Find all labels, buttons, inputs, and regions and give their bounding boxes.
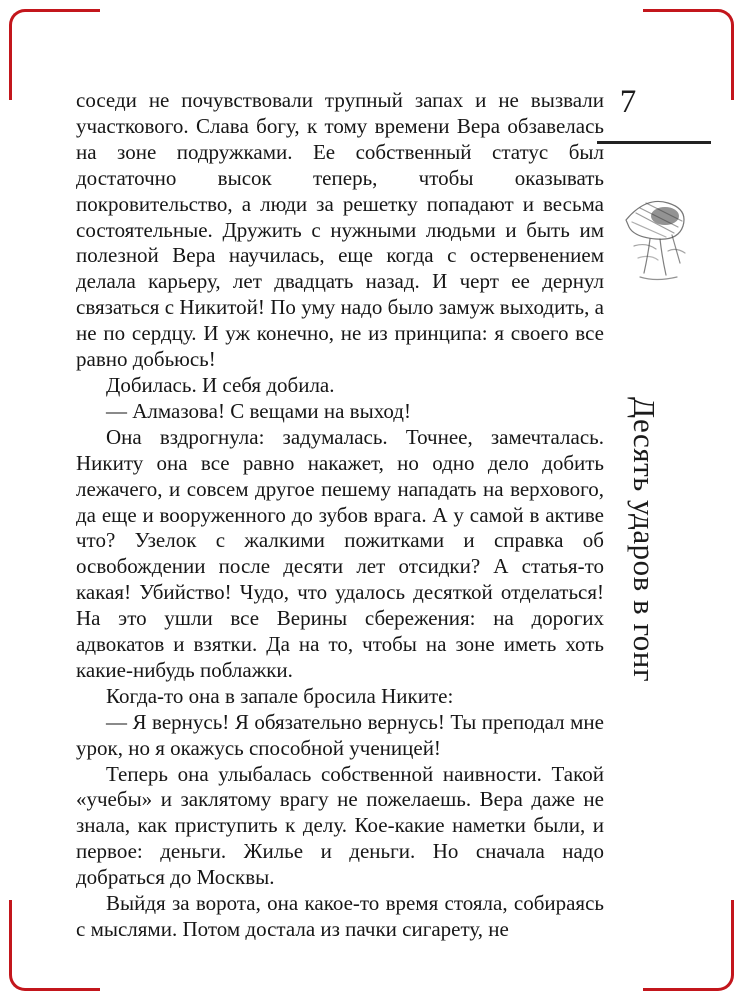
chapter-sketch-illustration: [616, 188, 694, 286]
page-number: 7: [619, 84, 637, 120]
paragraph: — Я вернусь! Я обязательно вернусь! Ты преподал мне урок, но я окажусь способной ученицей!: [76, 709, 604, 760]
frame-corner-top-left: [9, 9, 100, 100]
paragraph: Когда-то она в запале бросила Никите:: [106, 683, 454, 708]
paragraph: Она вздрогнула: задумалась. Точнее, замечталась. Никиту она все равно накажет, но одно дело добить лежачего, и совсем другое пешему нападать на верхового, да еще и вооруженного до зубов врага. А у самой в активе что? Узелок с жалкими пожитками и справка об освобождении после десяти лет отсидки? А статья-то какая! Убийство! Чудо, что удалось десяткой отделаться! На это ушли все Верины сбережения: на дорогих адвокатов и взятки. Да на то, чтобы на зоне иметь хоть какие-нибудь поблажки.: [76, 424, 604, 682]
paragraph: Добилась. И себя добила.: [106, 372, 335, 397]
frame-corner-bottom-right: [643, 900, 734, 991]
book-title-vertical: Десять ударов в гонг: [627, 397, 662, 683]
page-number-rule: [597, 141, 711, 144]
paragraph: Выйдя за ворота, она какое-то время стояла, собираясь с мыслями. Потом достала из пачки сигарету, не: [76, 891, 604, 941]
paragraph: Теперь она улыбалась собственной наивности. Такой «учебы» и заклятому врагу не пожелаешь. Вера даже не знала, как приступить к делу. Кое-какие наметки были, и первое: деньги. Жилье и деньги. Но сначала надо добраться до Москвы.: [76, 761, 604, 890]
paragraph: — Алмазова! С вещами на выход!: [106, 398, 411, 423]
paragraph: соседи не почувствовали трупный запах и не вызвали участкового. Слава богу, к тому времени Вера обзавелась на зоне подружками. Ее собственный статус был достаточно высок теперь, чтобы оказывать покровительство, а люди за решетку попадают и весьма состоятельные. Дружить с нужными людьми и быть им полезной Вера научилась, еще когда с остервенением делала карьеру, лет двадцать назад. И черт ее дернул связаться с Никитой! По уму надо было замуж выходить, а не по сердцу. И уж конечно, не из принципа: я своего все равно добьюсь!: [76, 88, 604, 372]
text-block: [76, 88, 604, 943]
